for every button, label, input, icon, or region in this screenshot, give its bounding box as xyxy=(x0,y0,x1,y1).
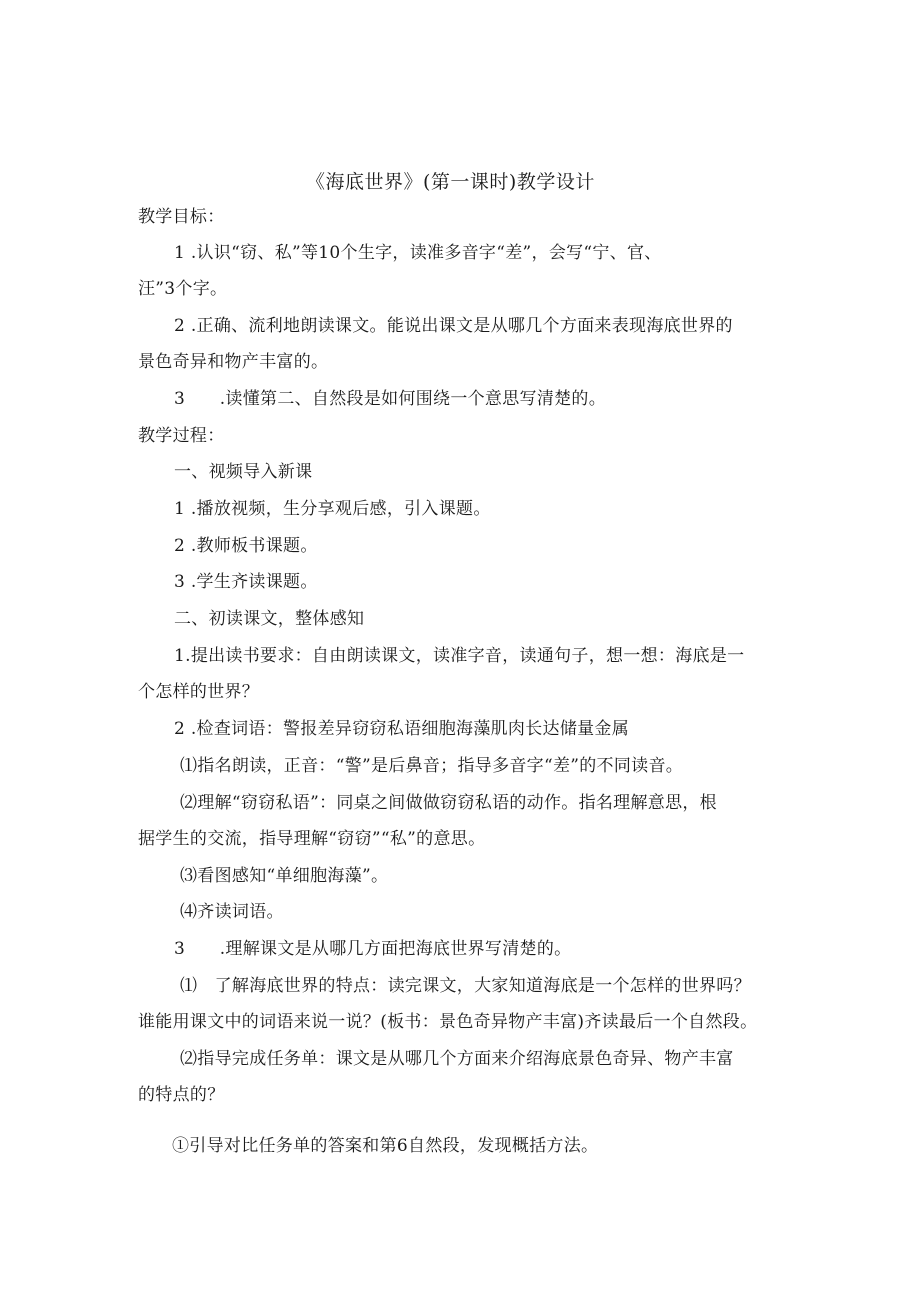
document-title: 《海底世界》(第一课时)教学设计 xyxy=(306,171,595,193)
objective-2-line-1: 2 .正确、流利地朗读课文。能说出课文是从哪几个方面来表现海底世界的 xyxy=(174,316,733,336)
objective-1-line-1: 1 .认识“窃、私”等10个生字，读准多音字“差”，会写“宁、官、 xyxy=(174,243,662,263)
sub-step-2-line-2: 据学生的交流，指导理解“窃窃”“私”的意思。 xyxy=(138,829,486,849)
objective-1-line-2: 汪”3个字。 xyxy=(138,279,228,299)
sub-step-2-line-1: ⑵理解“窃窃私语”：同桌之间做做窃窃私语的动作。指名理解意思，根 xyxy=(180,793,717,813)
step-3-sub-2-line-1: ⑵指导完成任务单：课文是从哪几个方面来介绍海底景色奇异、物产丰富 xyxy=(180,1049,734,1069)
section-1-step-1: 1 .播放视频，生分享观后感，引入课题。 xyxy=(174,499,491,519)
step-3-sub-1-line-2: 谁能用课文中的词语来说一说？(板书：景色奇异物产丰富)齐读最后一个自然段。 xyxy=(138,1012,758,1032)
section-1-step-3: 3 .学生齐读课题。 xyxy=(174,572,318,592)
circled-step-1: ①引导对比任务单的答案和第6自然段，发现概括方法。 xyxy=(172,1136,599,1156)
section-2-step-2: 2 .检查词语：警报差异窃窃私语细胞海藻肌肉长达储量金属 xyxy=(174,719,630,739)
process-heading: 教学过程： xyxy=(138,426,225,446)
sub-step-1: ⑴指名朗读，正音：“警”是后鼻音；指导多音字“差”的不同读音。 xyxy=(180,756,684,776)
objective-2-line-2: 景色奇异和物产丰富的。 xyxy=(138,352,329,372)
section-1-step-2: 2 .教师板书课题。 xyxy=(174,536,318,556)
sub-step-3: ⑶看图感知“单细胞海藻”。 xyxy=(180,866,389,886)
section-2-step-1-line-1: 1.提出读书要求：自由朗读课文，读准字音，读通句子，想一想：海底是一 xyxy=(174,646,745,666)
section-1-heading: 一、视频导入新课 xyxy=(174,462,313,482)
section-2-step-1-line-2: 个怎样的世界？ xyxy=(138,682,260,702)
step-3-sub-1-line-1: ⑴ 了解海底世界的特点：读完课文，大家知道海底是一个怎样的世界吗？ xyxy=(180,976,751,996)
objectives-heading: 教学目标： xyxy=(138,207,225,227)
sub-step-4: ⑷齐读词语。 xyxy=(180,902,284,922)
section-2-heading: 二、初读课文，整体感知 xyxy=(174,609,365,629)
step-3-sub-2-line-2: 的特点的？ xyxy=(138,1085,225,1105)
objective-3: 3 .读懂第二、自然段是如何围绕一个意思写清楚的。 xyxy=(174,389,607,409)
section-2-step-3: 3 .理解课文是从哪几方面把海底世界写清楚的。 xyxy=(174,939,572,959)
